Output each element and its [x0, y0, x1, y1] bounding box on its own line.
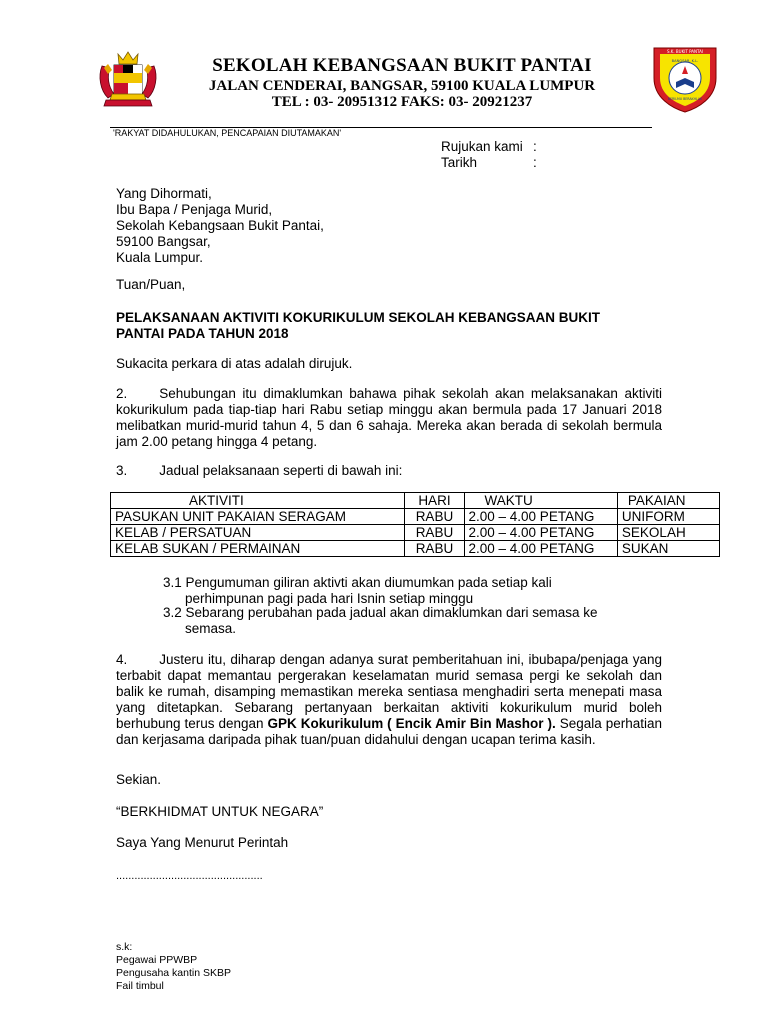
schedule-cell-attire: SUKAN: [617, 541, 719, 557]
note-3-2-line-2: semasa.: [185, 621, 237, 636]
school-crest-logo: [650, 42, 720, 114]
cc-item: Fail timbul: [116, 980, 164, 992]
schedule-cell-activity: KELAB SUKAN / PERMAINAN: [111, 541, 405, 557]
schedule-cell-day: RABU: [405, 509, 464, 525]
schedule-header-row: [111, 493, 720, 509]
crest-text-top: S.K. BUKIT PANTAI: [666, 49, 704, 54]
signature-line: ................................................: [116, 870, 263, 882]
cc-item: Pengusaha kantin SKBP: [116, 967, 231, 979]
closing-slogan: “BERKHIDMAT UNTUK NEGARA”: [116, 804, 324, 819]
paragraph-4: [116, 652, 662, 748]
note-3-1-line-2: perhimpunan pagi pada hari Isnin setiap minggu: [185, 591, 474, 606]
schedule-cell-activity: KELAB / PERSATUAN: [111, 525, 405, 541]
paragraph-2: [116, 386, 662, 450]
paragraph-2-number: 2.: [116, 386, 128, 401]
paragraph-1: Sukacita perkara di atas adalah dirujuk.: [116, 356, 353, 371]
subject-line-1: PELAKSANAAN AKTIVITI KOKURIKULUM SEKOLAH KEBANGSAAN BUKIT: [116, 310, 600, 325]
recipient-line-1: Ibu Bapa / Penjaga Murid,: [116, 202, 273, 217]
closing-sekian: Sekian.: [116, 772, 162, 787]
date-label: Tarikh: [441, 155, 478, 170]
schedule-cell-time: 2.00 – 4.00 PETANG: [464, 509, 617, 525]
date-colon: :: [533, 155, 537, 170]
recipient-salutation: Yang Dihormati,: [116, 186, 212, 201]
paragraph-3-number: 3.: [116, 463, 128, 478]
school-motto: 'RAKYAT DIDAHULUKAN, PENCAPAIAN DIUTAMAKAN': [113, 128, 342, 138]
crest-text-mid: BANGSAR, K.L.: [671, 59, 699, 63]
paragraph-4-text: Justeru itu, diharap dengan adanya surat pemberitahuan ini, ibubapa/penjaga yang terbabit dapat memantau pergerakan keselamatan murid semasa pergi ke sekolah dan balik ke rumah, disamping memastikan mereka sentiasa menghadiri serta menepati masa yang ditetapkan. Sebarang pertanyaan berkaitan aktiviti kokurikulum murid boleh berhubung terus dengan: [116, 652, 662, 731]
note-3-1: [163, 575, 552, 607]
school-address: JALAN CENDERAI, BANGSAR, 59100 KUALA LUMPUR: [208, 78, 596, 94]
school-phone-fax: TEL : 03- 20951312 FAKS: 03- 20921237: [271, 94, 533, 110]
note-3-2-line-1: 3.2 Sebarang perubahan pada jadual akan dimaklumkan dari semasa ke: [163, 605, 598, 620]
our-reference-label: Rujukan kami: [441, 139, 523, 154]
our-reference-colon: :: [533, 139, 537, 154]
schedule-header-time: WAKTU: [464, 493, 617, 509]
schedule-cell-attire: UNIFORM: [617, 509, 719, 525]
our-reference: [441, 139, 537, 154]
recipient-address: [116, 186, 324, 266]
schedule-cell-activity: PASUKAN UNIT PAKAIAN SERAGAM: [111, 509, 405, 525]
table-row: [111, 509, 720, 525]
note-3-1-line-1: 3.1 Pengumuman giliran aktivti akan diumumkan pada setiap kali: [163, 575, 552, 590]
crest-text-bottom: BERILMU BERAKHLAK: [667, 97, 703, 101]
paragraph-2-text: Sehubungan itu dimaklumkan bahawa pihak sekolah akan melaksanakan aktiviti kokurikulum pada tiap-tiap hari Rabu setiap minggu akan bermula pada 17 Januari 2018 melibatkan murid-murid tahun 4, 5 dan 6 sahaja. Mereka akan berada di sekolah bermula jam 2.00 petang hingga 4 petang.: [116, 386, 662, 449]
schedule-cell-day: RABU: [405, 525, 464, 541]
schedule-table: [110, 492, 720, 557]
schedule-header-day: HARI: [405, 493, 464, 509]
paragraph-4-contact: GPK Kokurikulum ( Encik Amir Bin Mashor ).: [267, 716, 556, 731]
schedule-header-attire: PAKAIAN: [617, 493, 719, 509]
table-row: [111, 541, 720, 557]
table-row: [111, 525, 720, 541]
schedule-cell-time: 2.00 – 4.00 PETANG: [464, 525, 617, 541]
letter-subject: [116, 310, 600, 342]
paragraph-4-text-end: Segala perhatian dan kerjasama daripada pihak tuan/puan didahului dengan ucapan terima kasih.: [116, 716, 662, 747]
closing-yours: Saya Yang Menurut Perintah: [116, 835, 289, 850]
schedule-cell-attire: SEKOLAH: [617, 525, 719, 541]
schedule-cell-time: 2.00 – 4.00 PETANG: [464, 541, 617, 557]
school-name: SEKOLAH KEBANGSAAN BUKIT PANTAI: [212, 55, 592, 76]
cc-label: s.k:: [116, 941, 133, 953]
paragraph-4-number: 4.: [116, 652, 128, 667]
subject-line-2: PANTAI PADA TAHUN 2018: [116, 326, 289, 341]
schedule-header-activity: AKTIVITI: [111, 493, 405, 509]
recipient-line-4: Kuala Lumpur.: [116, 250, 204, 265]
date-line: [441, 155, 537, 170]
schedule-cell-day: RABU: [405, 541, 464, 557]
cc-item: Pegawai PPWBP: [116, 954, 198, 966]
cc-list: [116, 941, 231, 993]
recipient-line-3: 59100 Bangsar,: [116, 234, 211, 249]
recipient-line-2: Sekolah Kebangsaan Bukit Pantai,: [116, 218, 324, 233]
coat-of-arms-logo: [96, 50, 160, 112]
paragraph-3: [116, 463, 402, 479]
greeting: Tuan/Puan,: [116, 277, 186, 292]
paragraph-3-text: Jadual pelaksanaan seperti di bawah ini:: [159, 463, 403, 478]
note-3-2: [163, 605, 598, 637]
